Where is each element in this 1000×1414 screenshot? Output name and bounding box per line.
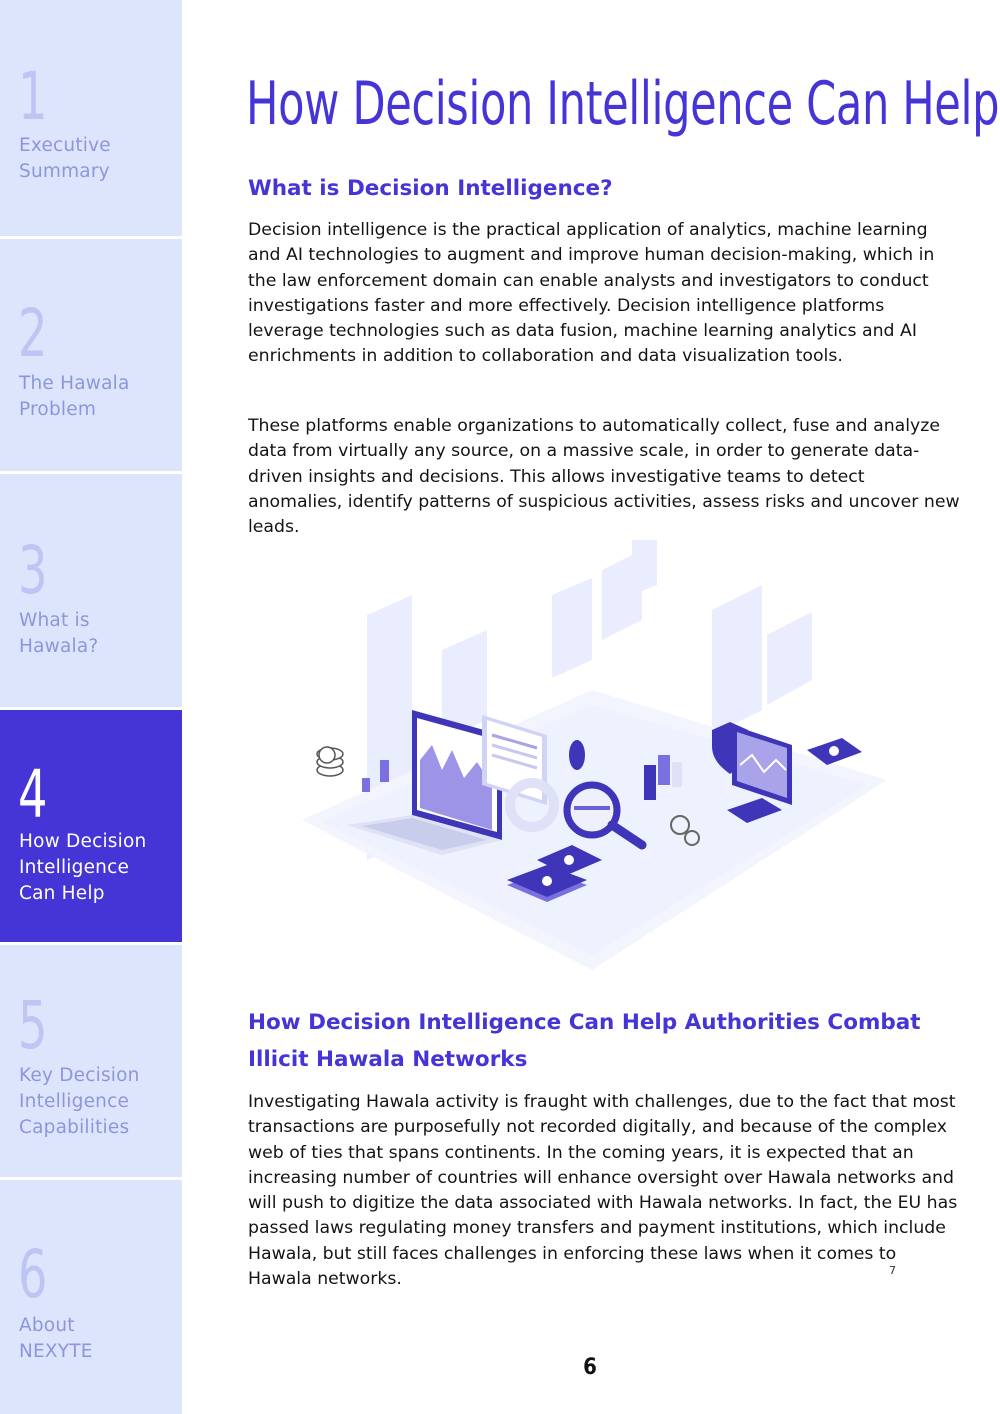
sidebar-item-number: 2 [18,295,48,372]
sidebar-nav [0,0,182,1414]
pie-icon [569,740,585,770]
sidebar-item-label: The Hawala Problem [19,373,130,420]
sidebar-item-label: Key Decision Intelligence Capabilities [19,1065,140,1138]
footnote-marker[interactable]: 7 [889,1264,896,1277]
sidebar-item-key-capabilities[interactable] [0,945,182,1177]
sidebar-item-decision-intelligence[interactable] [0,710,182,942]
sidebar-item-number: 1 [18,58,48,135]
sidebar-item-label: How Decision Intelligence Can Help [19,831,147,904]
decision-intelligence-illustration [292,540,892,980]
sidebar-item-number: 6 [18,1236,48,1313]
section-heading-what-is-di: What is Decision Intelligence? [248,176,613,201]
sidebar-item-label: About NEXYTE [19,1315,93,1362]
sidebar-item-executive-summary[interactable] [0,0,182,236]
sidebar-item-hawala-problem[interactable] [0,239,182,471]
sidebar-item-label: What is Hawala? [19,610,99,657]
page-number: 6 [583,1355,597,1380]
isometric-illustration [292,540,892,980]
sidebar-item-label: Executive Summary [19,135,111,182]
sidebar-item-number: 3 [18,532,48,609]
sidebar-item-what-is-hawala[interactable] [0,474,182,707]
paragraph: These platforms enable organizations to automatically collect, fuse and analyze data from virtually any source, on a massive scale, in order to generate data-driven insights and decisions. This allows investigative teams to detect anomalies, identify patterns of suspicious activities, assess risks and uncover new leads. [248,416,960,538]
page-title: How Decision Intelligence Can Help [246,69,1000,139]
section-heading-combat-hawala: How Decision Intelligence Can Help Authorities Combat Illicit Hawala Networks [248,1010,921,1072]
sidebar-item-number: 5 [18,987,48,1064]
sidebar-item-about-nexyte[interactable] [0,1180,182,1414]
paragraph: Investigating Hawala activity is fraught with challenges, due to the fact that most transactions are purposefully not recorded digitally, and because of the complex web of ties that spans continents. In the coming years, it is expected that an increasing number of countries will enhance oversight over Hawala networks and will push to digitize the data associated with Hawala networks. In fact, the EU has passed laws regulating money transfers and payment institutions, which include Hawala, but still faces challenges in enforcing these laws when it comes to Hawala networks. [248,1092,958,1290]
sidebar-item-number: 4 [18,756,48,833]
paragraph: Decision intelligence is the practical application of analytics, machine learning and AI technologies to augment and improve human decision-making, which in the law enforcement domain can enable analysts and investigators to conduct investigations faster and more effectively. Decision intelligence platforms leverage technologies such as data fusion, machine learning analytics and AI enrichments in addition to collaboration and data visualization tools. [248,220,935,367]
